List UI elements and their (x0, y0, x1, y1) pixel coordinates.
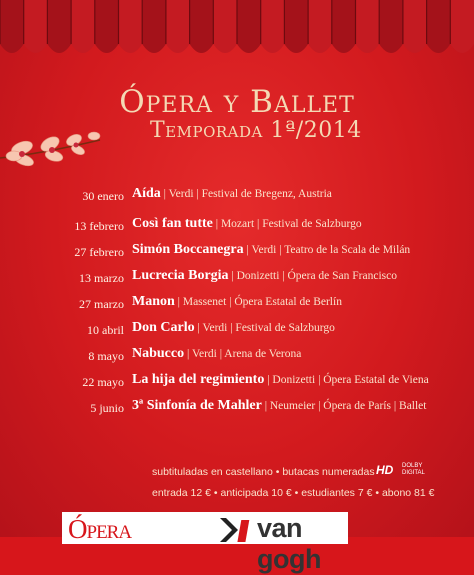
event-date: 5 junio (90, 401, 124, 415)
event-title: Don Carlo (132, 320, 195, 335)
screening-info: subtituladas en castellano • butacas numeradas (152, 466, 375, 478)
schedule-row (0, 242, 474, 264)
dolby-digital-badge: DOLBY DIGITAL (402, 463, 425, 476)
schedule-row (0, 346, 474, 368)
event-title: Così fan tutte (132, 216, 213, 231)
event-details: | Verdi | Festival de Bregenz, Austria (160, 188, 332, 200)
event-details: | Verdi | Festival de Salzburgo (194, 322, 335, 334)
schedule-row (0, 372, 474, 394)
page-title: Ópera y Ballet (119, 84, 355, 120)
schedule-row (0, 268, 474, 290)
event-date: 27 marzo (79, 297, 124, 311)
schedule-row (0, 216, 474, 238)
event-details: | Mozart | Festival de Salzburgo (212, 218, 362, 230)
event-title: Aída (132, 186, 161, 201)
event-title: 3ª Sinfonía de Mahler (132, 398, 262, 413)
van-gogh-logo-text: van gogh (257, 513, 321, 574)
arrow-icon (214, 516, 258, 544)
event-details: | Verdi | Teatro de la Scala de Milán (243, 244, 411, 256)
event-date: 10 abril (87, 323, 124, 337)
event-details: | Donizetti | Ópera Estatal de Viena (264, 374, 429, 386)
stage-curtain (0, 0, 474, 62)
event-date: 27 febrero (74, 245, 124, 259)
event-date: 30 enero (82, 189, 124, 203)
event-details: | Neumeier | Ópera de París | Ballet (261, 400, 427, 412)
event-title: Lucrecia Borgia (132, 268, 229, 283)
schedule-row (0, 294, 474, 316)
event-date: 22 mayo (82, 375, 124, 389)
season-subtitle: Temporada 1ª/2014 (150, 118, 362, 143)
event-date: 8 mayo (88, 349, 124, 363)
schedule-row (0, 398, 474, 420)
event-title: Nabucco (132, 346, 185, 361)
event-title: La hija del regimiento (132, 372, 265, 387)
schedule-row (0, 186, 474, 208)
sponsor-logo-bar (62, 512, 348, 574)
event-details: | Donizetti | Ópera de San Francisco (228, 270, 397, 282)
event-date: 13 febrero (74, 219, 124, 233)
event-title: Manon (132, 294, 175, 309)
event-details: | Verdi | Arena de Verona (184, 348, 302, 360)
event-date: 13 marzo (79, 271, 124, 285)
opera-logo-text: Ópera (68, 514, 132, 544)
event-details: | Massenet | Ópera Estatal de Berlín (174, 296, 342, 308)
schedule-row (0, 320, 474, 342)
ticket-prices: entrada 12 € • anticipada 10 € • estudiantes 7 € • abono 81 € (152, 487, 435, 499)
hd-badge: HD (376, 463, 394, 477)
event-title: Simón Boccanegra (132, 242, 244, 257)
orchid-flower-image (0, 118, 105, 188)
